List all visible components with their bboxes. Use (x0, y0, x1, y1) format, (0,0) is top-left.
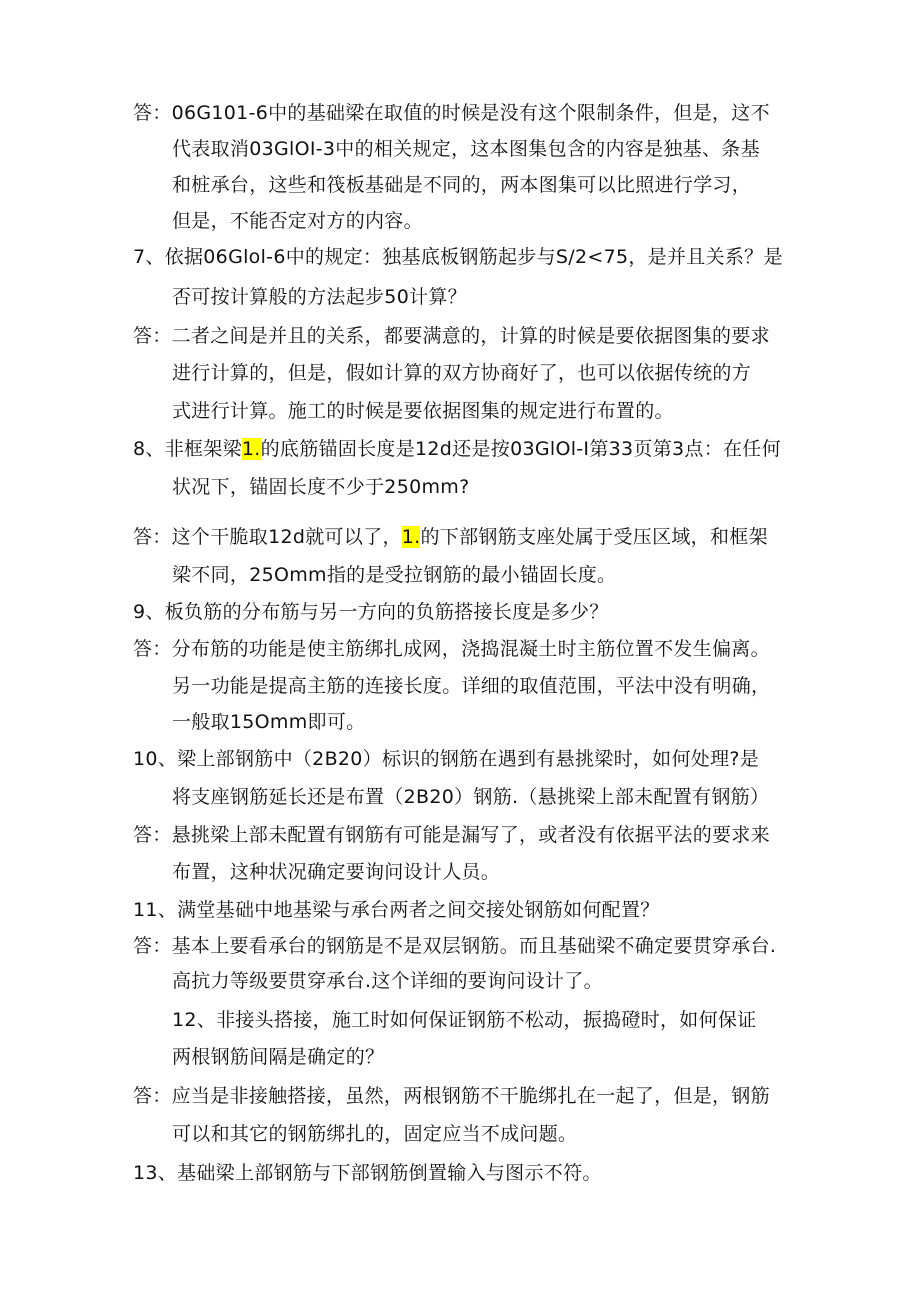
text-line: 答：分布筋的功能是使主筋绑扎成网，浇捣混凝土时主筋位置不发生偏离。 (133, 638, 770, 660)
text-line: 布置，这种状况确定要询问设计人员。 (172, 861, 501, 883)
text-line: 13、基础梁上部钢筋与下部钢筋倒置输入与图示不符。 (133, 1162, 602, 1184)
text-line: 答：基本上要看承台的钢筋是不是双层钢筋。而且基础梁不确定要贯穿承台. (133, 935, 777, 957)
text-line: 一般取15Omm即可。 (172, 711, 366, 733)
text-line: 9、板负筋的分布筋与另一方向的负筋搭接长度是多少？ (133, 601, 609, 623)
text-line: 两根钢筋间隔是确定的？ (172, 1046, 385, 1068)
text-line: 和桩承台，这些和筏板基础是不同的，两本图集可以比照进行学习， (172, 174, 752, 196)
text-line: 答：06G101-6中的基础梁在取值的时候是没有这个限制条件，但是，这不 (133, 102, 770, 124)
text-line: 答：悬挑梁上部未配置有钢筋有可能是漏写了，或者没有依据平法的要求来 (133, 824, 770, 846)
text-line: 另一功能是提高主筋的连接长度。详细的取值范围，平法中没有明确， (172, 675, 771, 697)
text-segment: 的下部钢筋支座处属于受压区域，和框架 (420, 526, 768, 548)
text-line: 梁不同，25Omm指的是受拉钢筋的最小锚固长度。 (172, 564, 617, 586)
text-line: 高抗力等级要贯穿承台.这个详细的要询问设计了。 (172, 970, 603, 992)
text-segment: 答：这个干脆取12d就可以了， (133, 526, 402, 548)
text-segment: 的底筋锚固长度是12d还是按03GlOl-I第33页第3点：在任何 (260, 438, 781, 460)
highlight-mark: 1. (401, 526, 421, 548)
text-line (133, 525, 768, 549)
text-line: 式进行计算。施工的时候是要依据图集的规定进行布置的。 (172, 400, 674, 422)
text-line: 但是，不能否定对方的内容。 (172, 210, 423, 232)
text-line: 11、满堂基础中地基梁与承台两者之间交接处钢筋如何配置？ (133, 899, 660, 921)
text-line: 10、梁上部钢筋中（2B20）标识的钢筋在遇到有悬挑梁时，如何处理?是 (133, 748, 760, 770)
text-line: 答：二者之间是并且的关系，都要满意的，计算的时候是要依据图集的要求 (133, 325, 770, 347)
highlight-mark: 1. (241, 438, 261, 460)
text-line: 12、非接头搭接，施工时如何保证钢筋不松动，振捣磴时，如何保证 (172, 1009, 757, 1031)
text-line: 将支座钢筋延长还是布置（2B20）钢筋.（悬挑梁上部未配置有钢筋） (172, 786, 770, 808)
text-line: 进行计算的，但是，假如计算的双方协商好了，也可以依据传统的方 (172, 362, 752, 384)
text-line: 7、依据06Glol-6中的规定：独基底板钢筋起步与S/2<75，是并且关系？是 (133, 246, 783, 268)
text-line: 否可按计算般的方法起步50计算？ (172, 286, 467, 308)
text-line: 可以和其它的钢筋绑扎的，固定应当不成问题。 (172, 1123, 578, 1145)
text-line (133, 437, 781, 461)
text-line: 代表取消03GlOI-3中的相关规定，这本图集包含的内容是独基、条基 (172, 138, 760, 160)
text-line: 状况下，锚固长度不少于250mm? (172, 476, 470, 498)
text-segment: 8、非框架梁 (133, 438, 242, 460)
text-line: 答：应当是非接触搭接，虽然，两根钢筋不干脆绑扎在一起了，但是，钢筋 (133, 1085, 770, 1107)
